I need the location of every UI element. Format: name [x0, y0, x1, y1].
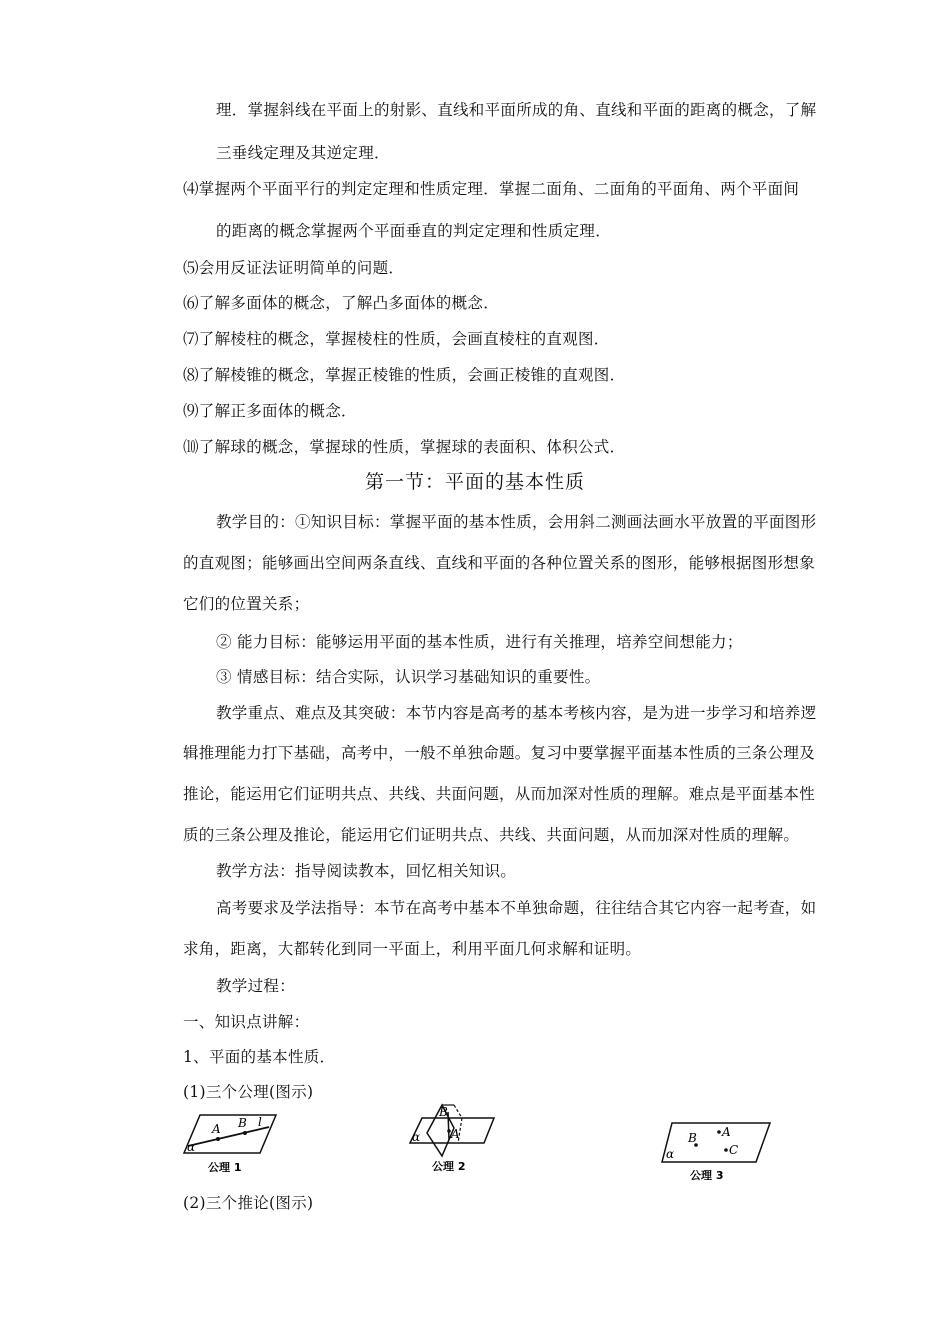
- text-line: (1)三个公理(图示): [183, 1083, 314, 1101]
- figure-caption: 公理 2: [432, 1160, 466, 1173]
- text-line: ③ 情感目标：结合实际，认识学习基础知识的重要性。: [216, 668, 601, 686]
- text-line: 的直观图；能够画出空间两条直线、直线和平面的各种位置关系的图形，能够根据图形想象: [183, 554, 816, 572]
- text-line: 1、平面的基本性质．: [183, 1048, 336, 1066]
- axiom-3-figure: [660, 1118, 772, 1186]
- axiom-1-figure: [178, 1110, 278, 1178]
- text-line: 求角，距离，大都转化到同一平面上，利用平面几何求解和证明。: [183, 940, 642, 958]
- label-alpha: α: [412, 1130, 421, 1144]
- text-line: ⑼了解正多面体的概念．: [183, 402, 357, 420]
- axiom-2-figure: [402, 1100, 512, 1178]
- label-b: B: [238, 1116, 247, 1130]
- section-title: 第一节：平面的基本性质: [364, 471, 585, 493]
- label-b: B: [439, 1105, 448, 1119]
- label-alpha: α: [666, 1147, 675, 1161]
- text-line: 理．掌握斜线在平面上的射影、直线和平面所成的角、直线和平面的距离的概念，了解: [216, 101, 817, 119]
- text-line: 教学方法：指导阅读教本，回忆相关知识。: [216, 862, 517, 880]
- text-line: ⑻了解棱锥的概念，掌握正棱锥的性质，会画正棱锥的直观图．: [183, 366, 626, 384]
- label-l: l: [258, 1115, 262, 1129]
- text-line: ② 能力目标：能够运用平面的基本性质，进行有关推理，培养空间想能力；: [216, 633, 743, 651]
- label-a: A: [212, 1122, 221, 1136]
- text-line: ⑹了解多面体的概念，了解凸多面体的概念．: [183, 294, 500, 312]
- text-line: 高考要求及学法指导：本节在高考中基本不单独命题，往往结合其它内容一起考查，如: [216, 899, 817, 917]
- text-line: ⑺了解棱柱的概念，掌握棱柱的性质，会画直棱柱的直观图．: [183, 330, 610, 348]
- text-line: 它们的位置关系；: [183, 595, 310, 613]
- label-a: A: [451, 1127, 460, 1141]
- label-b: B: [688, 1131, 697, 1145]
- figure-caption: 公理 3: [690, 1169, 724, 1182]
- text-line: 的距离的概念掌握两个平面垂直的判定定理和性质定理．: [216, 222, 612, 240]
- text-line: 质的三条公理及推论，能运用它们证明共点、共线、共面问题，从而加深对性质的理解。: [183, 826, 800, 844]
- text-line: 教学过程：: [216, 977, 296, 995]
- label-alpha: α: [187, 1140, 196, 1154]
- label-a: A: [722, 1125, 731, 1139]
- text-line: 教学重点、难点及其突破：本节内容是高考的基本考核内容，是为进一步学习和培养逻: [216, 704, 817, 722]
- text-line: 三垂线定理及其逆定理．: [216, 144, 390, 162]
- text-line: ⑸会用反证法证明简单的问题．: [183, 259, 405, 277]
- text-line: 教学目的：①知识目标：掌握平面的基本性质，会用斜二测画法画水平放置的平面图形: [216, 513, 817, 531]
- text-line: 辑推理能力打下基础，高考中，一般不单独命题。复习中要掌握平面基本性质的三条公理及: [183, 744, 816, 762]
- label-c: C: [729, 1143, 739, 1157]
- text-line: ⑷掌握两个平面平行的判定定理和性质定理．掌握二面角、二面角的平面角、两个平面间: [183, 180, 800, 198]
- text-line: ⑽了解球的概念，掌握球的性质，掌握球的表面积、体积公式．: [183, 438, 626, 456]
- text-line: 一、知识点讲解：: [183, 1013, 310, 1031]
- figure-caption: 公理 1: [208, 1161, 242, 1174]
- text-line: 推论，能运用它们证明共点、共线、共面问题，从而加深对性质的理解。难点是平面基本性: [183, 785, 816, 803]
- text-line: (2)三个推论(图示): [183, 1194, 314, 1212]
